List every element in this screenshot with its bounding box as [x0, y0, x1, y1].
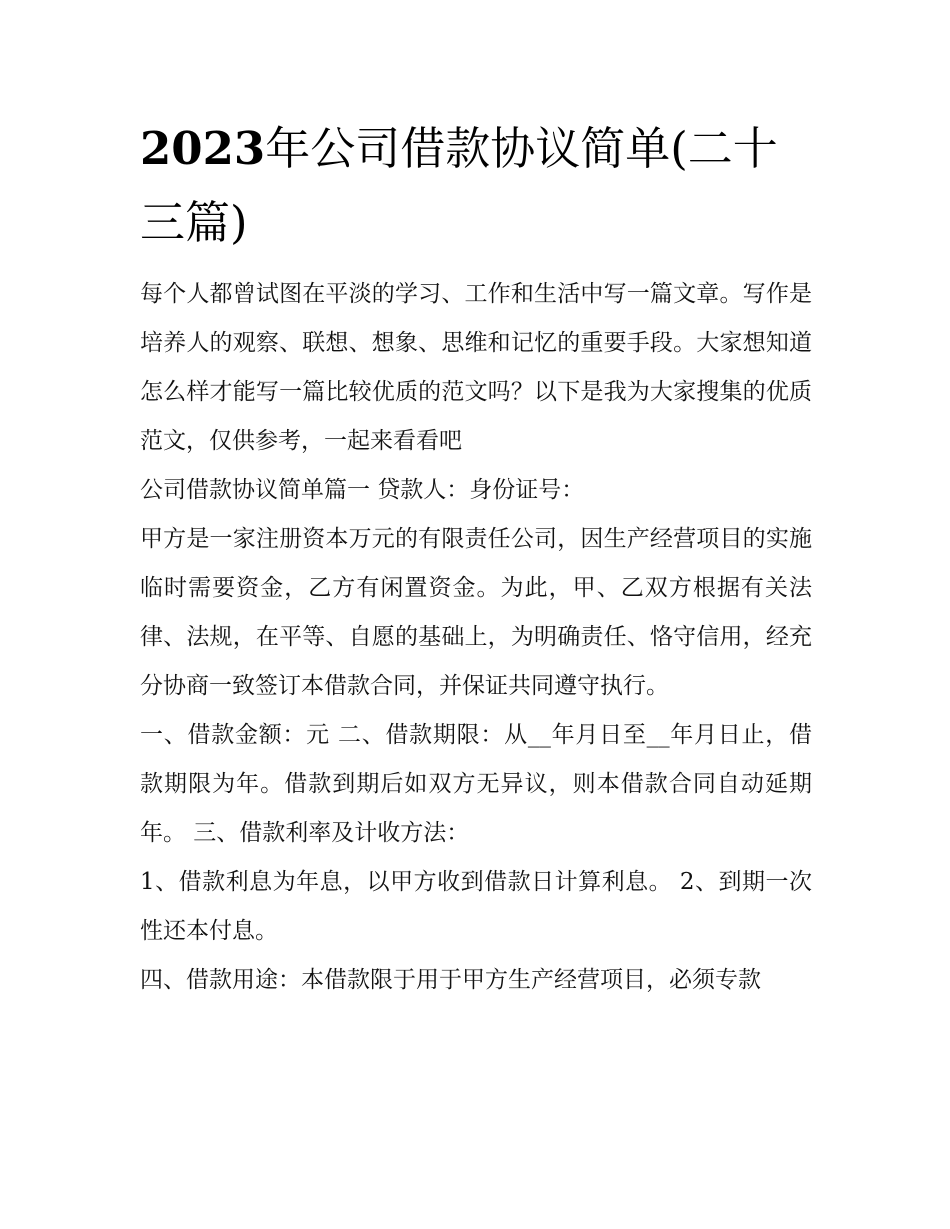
document-body [140, 112, 812, 1005]
paragraph-interest: 1、借款利息为年息，以甲方收到借款日计算利息。 2、到期一次性还本付息。 [140, 869, 812, 944]
title-number: 2023 [140, 122, 266, 175]
paragraph-heading-part-one: 公司借款协议简单篇一 贷款人：身份证号： [140, 477, 585, 503]
paragraph-preamble: 甲方是一家注册资本万元的有限责任公司，因生产经营项目的实施临时需要资金，乙方有闲置资金。为此，甲、乙双方根据有关法律、法规，在平等、自愿的基础上，为明确责任、恪守信用，经充分协商一致签订本借款合同，并保证共同遵守执行。 [140, 526, 812, 699]
paragraph-purpose: 四、借款用途：本借款限于用于甲方生产经营项目，必须专款 [140, 967, 761, 993]
paragraph-clauses-amount-term: 一、借款金额：元 二、借款期限：从__年月日至__年月日止，借款期限为年。借款到期后如双方无异议，则本借款合同自动延期年。 三、借款利率及计收方法： [140, 722, 812, 846]
document-title [140, 112, 812, 260]
paragraph-intro: 每个人都曾试图在平淡的学习、工作和生活中写一篇文章。写作是培养人的观察、联想、想象、思维和记忆的重要手段。大家想知道怎么样才能写一篇比较优质的范文吗？以下是我为大家搜集的优质范文，仅供参考，一起来看看吧 [140, 281, 812, 454]
title-text: 年公司借款协议简单(二十三篇) [140, 122, 778, 249]
